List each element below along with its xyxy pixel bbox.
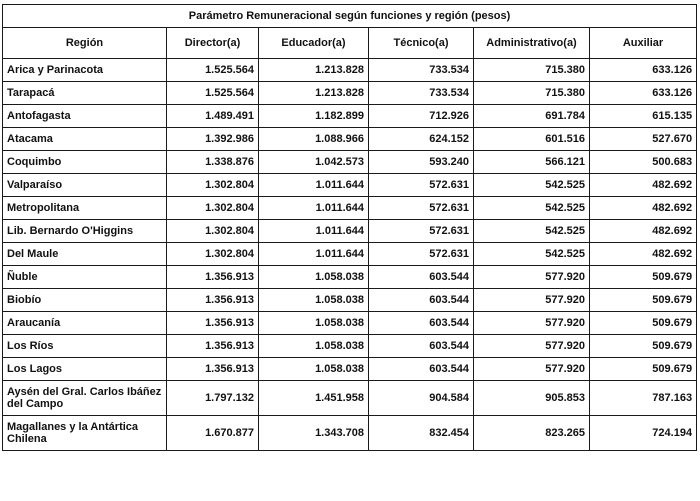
header-director: Director(a) (167, 28, 259, 59)
cell-educador: 1.058.038 (259, 266, 369, 289)
table-row (3, 289, 697, 312)
cell-tecnico: 572.631 (369, 243, 474, 266)
cell-region: Biobío (3, 289, 167, 312)
cell-auxiliar: 500.683 (590, 151, 697, 174)
cell-educador: 1.058.038 (259, 312, 369, 335)
cell-region: Araucanía (3, 312, 167, 335)
cell-tecnico: 572.631 (369, 174, 474, 197)
cell-tecnico: 733.534 (369, 82, 474, 105)
cell-tecnico: 904.584 (369, 381, 474, 416)
cell-auxiliar: 509.679 (590, 266, 697, 289)
table-row (3, 197, 697, 220)
cell-auxiliar: 482.692 (590, 220, 697, 243)
cell-region: Lib. Bernardo O'Higgins (3, 220, 167, 243)
cell-administrativo: 691.784 (474, 105, 590, 128)
cell-tecnico: 624.152 (369, 128, 474, 151)
cell-director: 1.356.913 (167, 266, 259, 289)
table-row (3, 416, 697, 451)
cell-auxiliar: 482.692 (590, 243, 697, 266)
cell-administrativo: 905.853 (474, 381, 590, 416)
cell-administrativo: 577.920 (474, 289, 590, 312)
cell-auxiliar: 527.670 (590, 128, 697, 151)
cell-auxiliar: 633.126 (590, 59, 697, 82)
cell-region: Los Lagos (3, 358, 167, 381)
cell-educador: 1.011.644 (259, 243, 369, 266)
table-row (3, 105, 697, 128)
header-educador: Educador(a) (259, 28, 369, 59)
cell-auxiliar: 509.679 (590, 335, 697, 358)
header-tecnico: Técnico(a) (369, 28, 474, 59)
cell-tecnico: 572.631 (369, 220, 474, 243)
cell-educador: 1.088.966 (259, 128, 369, 151)
table-row (3, 220, 697, 243)
cell-educador: 1.058.038 (259, 335, 369, 358)
cell-region: Aysén del Gral. Carlos Ibáñez del Campo (3, 381, 167, 416)
cell-tecnico: 572.631 (369, 197, 474, 220)
cell-region: Metropolitana (3, 197, 167, 220)
cell-region: Tarapacá (3, 82, 167, 105)
cell-director: 1.338.876 (167, 151, 259, 174)
cell-region: Coquimbo (3, 151, 167, 174)
cell-region: Arica y Parinacota (3, 59, 167, 82)
cell-administrativo: 577.920 (474, 312, 590, 335)
cell-director: 1.302.804 (167, 174, 259, 197)
cell-administrativo: 715.380 (474, 82, 590, 105)
cell-administrativo: 542.525 (474, 174, 590, 197)
cell-administrativo: 823.265 (474, 416, 590, 451)
cell-auxiliar: 615.135 (590, 105, 697, 128)
cell-tecnico: 593.240 (369, 151, 474, 174)
cell-administrativo: 577.920 (474, 266, 590, 289)
cell-director: 1.302.804 (167, 197, 259, 220)
cell-auxiliar: 482.692 (590, 197, 697, 220)
cell-administrativo: 715.380 (474, 59, 590, 82)
cell-director: 1.302.804 (167, 243, 259, 266)
header-region: Región (3, 28, 167, 59)
cell-auxiliar: 482.692 (590, 174, 697, 197)
table-row (3, 59, 697, 82)
cell-region: Del Maule (3, 243, 167, 266)
header-administrativo: Administrativo(a) (474, 28, 590, 59)
cell-educador: 1.042.573 (259, 151, 369, 174)
table-row (3, 312, 697, 335)
cell-region: Los Ríos (3, 335, 167, 358)
cell-educador: 1.451.958 (259, 381, 369, 416)
cell-director: 1.356.913 (167, 335, 259, 358)
cell-tecnico: 832.454 (369, 416, 474, 451)
cell-tecnico: 603.544 (369, 358, 474, 381)
remuneration-table (2, 4, 697, 451)
header-auxiliar: Auxiliar (590, 28, 697, 59)
cell-tecnico: 603.544 (369, 312, 474, 335)
cell-educador: 1.213.828 (259, 82, 369, 105)
cell-director: 1.525.564 (167, 82, 259, 105)
cell-administrativo: 577.920 (474, 358, 590, 381)
cell-educador: 1.343.708 (259, 416, 369, 451)
cell-educador: 1.058.038 (259, 289, 369, 312)
cell-auxiliar: 787.163 (590, 381, 697, 416)
table-row (3, 82, 697, 105)
cell-director: 1.392.986 (167, 128, 259, 151)
cell-educador: 1.011.644 (259, 220, 369, 243)
table-row (3, 358, 697, 381)
cell-region: Ñuble (3, 266, 167, 289)
cell-director: 1.356.913 (167, 312, 259, 335)
table-row (3, 381, 697, 416)
cell-director: 1.797.132 (167, 381, 259, 416)
cell-administrativo: 577.920 (474, 335, 590, 358)
cell-auxiliar: 724.194 (590, 416, 697, 451)
remuneration-table-sheet (2, 4, 696, 451)
cell-tecnico: 603.544 (369, 266, 474, 289)
table-row (3, 128, 697, 151)
table-row (3, 266, 697, 289)
cell-administrativo: 542.525 (474, 220, 590, 243)
cell-director: 1.525.564 (167, 59, 259, 82)
cell-educador: 1.058.038 (259, 358, 369, 381)
cell-auxiliar: 633.126 (590, 82, 697, 105)
cell-region: Antofagasta (3, 105, 167, 128)
cell-tecnico: 603.544 (369, 289, 474, 312)
cell-administrativo: 601.516 (474, 128, 590, 151)
header-row (3, 28, 697, 59)
cell-tecnico: 712.926 (369, 105, 474, 128)
cell-director: 1.356.913 (167, 358, 259, 381)
cell-region: Atacama (3, 128, 167, 151)
cell-region: Magallanes y la Antártica Chilena (3, 416, 167, 451)
table-row (3, 335, 697, 358)
cell-auxiliar: 509.679 (590, 358, 697, 381)
table-row (3, 174, 697, 197)
cell-auxiliar: 509.679 (590, 289, 697, 312)
cell-tecnico: 603.544 (369, 335, 474, 358)
cell-administrativo: 542.525 (474, 243, 590, 266)
cell-educador: 1.182.899 (259, 105, 369, 128)
cell-tecnico: 733.534 (369, 59, 474, 82)
cell-administrativo: 542.525 (474, 197, 590, 220)
cell-educador: 1.011.644 (259, 197, 369, 220)
cell-director: 1.356.913 (167, 289, 259, 312)
cell-director: 1.489.491 (167, 105, 259, 128)
cell-region: Valparaíso (3, 174, 167, 197)
table-row (3, 151, 697, 174)
table-body (3, 59, 697, 451)
cell-director: 1.302.804 (167, 220, 259, 243)
cell-director: 1.670.877 (167, 416, 259, 451)
cell-educador: 1.011.644 (259, 174, 369, 197)
cell-administrativo: 566.121 (474, 151, 590, 174)
cell-educador: 1.213.828 (259, 59, 369, 82)
cell-auxiliar: 509.679 (590, 312, 697, 335)
table-title: Parámetro Remuneracional según funciones y región (pesos) (3, 5, 697, 28)
table-row (3, 243, 697, 266)
